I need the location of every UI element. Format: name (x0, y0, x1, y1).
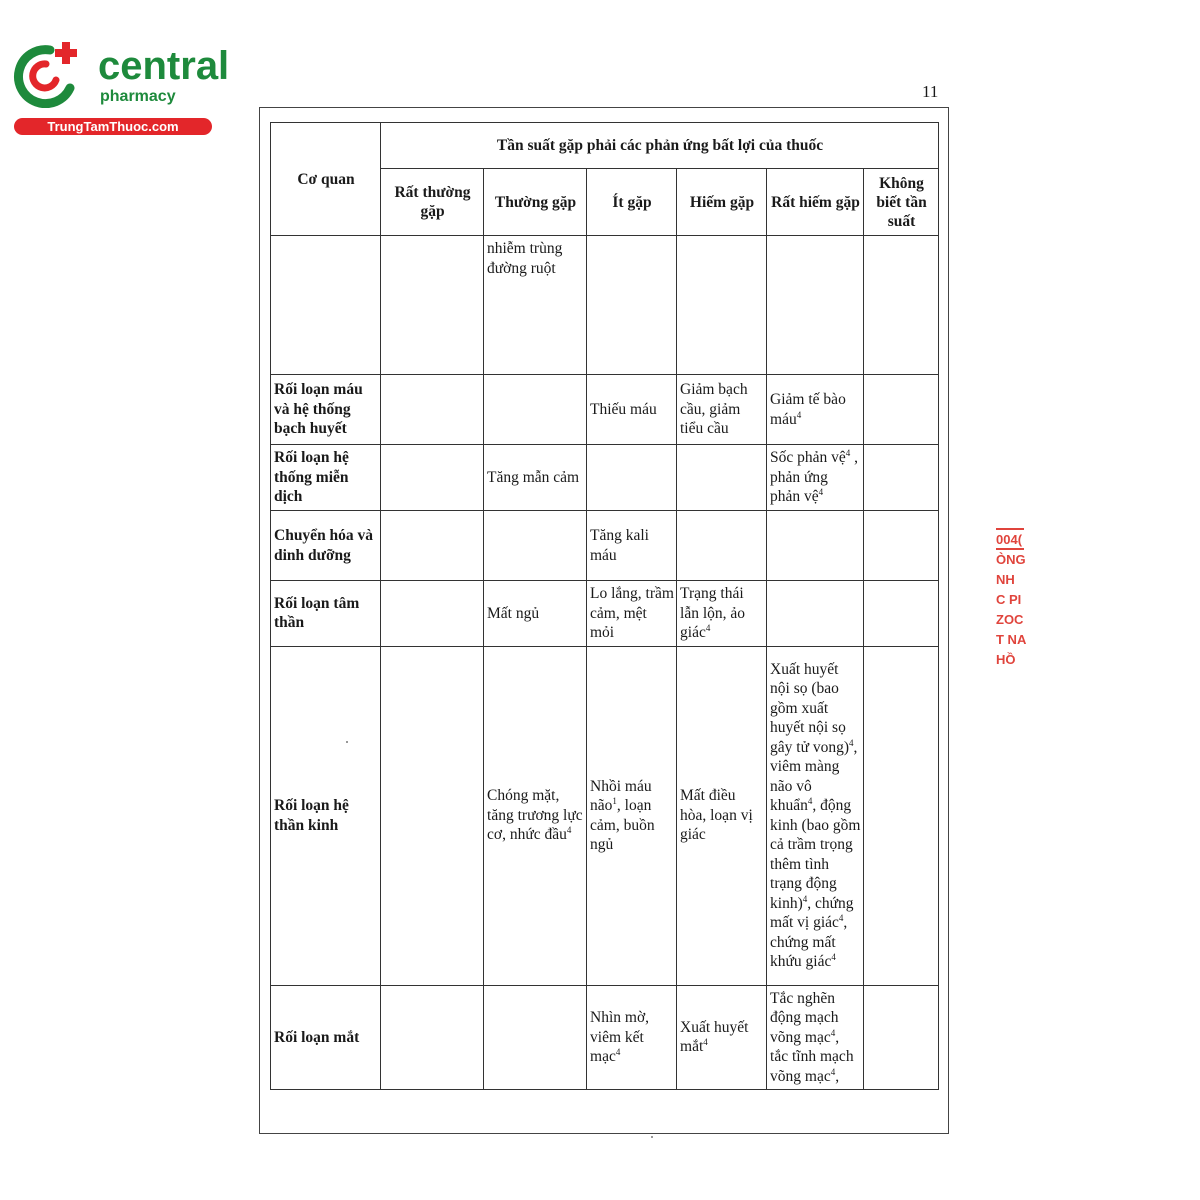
freq-header-very-rare: Rất hiếm gặp (767, 169, 864, 236)
table-cell: Giảm bạch cầu, giảm tiểu cầu (677, 375, 767, 445)
organ-cell: Rối loạn hệ thống miễn dịch (271, 445, 381, 511)
table-cell: Thiếu máu (587, 375, 677, 445)
table-cell (864, 581, 939, 647)
pharmacy-cross-logo-icon (10, 40, 82, 108)
table-cell (587, 445, 677, 511)
logo-wordmark: central (98, 44, 230, 88)
organ-cell: Rối loạn mắt (271, 985, 381, 1090)
scan-speck (651, 1136, 653, 1138)
table-row (271, 445, 939, 511)
logo-url[interactable]: TrungTamThuoc.com (14, 118, 212, 135)
table-cell (484, 511, 587, 581)
central-pharmacy-logo (10, 38, 230, 138)
table-row (271, 375, 939, 445)
organ-column-header: Cơ quan (271, 123, 381, 236)
organ-cell: Rối loạn tâm thần (271, 581, 381, 647)
table-cell: Sốc phản vệ$^4$ , phản ứng phản vệ$^4$ (767, 445, 864, 511)
stamp-line: ZOC (996, 612, 1024, 627)
table-row (271, 236, 939, 375)
table-cell (381, 236, 484, 375)
organ-cell: Rối loạn hệ thần kinh (271, 646, 381, 985)
page-number: 11 (922, 82, 939, 101)
table-cell: Nhồi máu não$^1$, loạn cảm, buồn ngủ (587, 646, 677, 985)
table-cell: Trạng thái lẫn lộn, ảo giác$^4$ (677, 581, 767, 647)
table-cell: Mất điều hòa, loạn vị giác (677, 646, 767, 985)
table-cell: Chóng mặt, tăng trương lực cơ, nhức đầu$^4$ (484, 646, 587, 985)
table-cell: Tăng mẫn cảm (484, 445, 587, 511)
table-cell: Xuất huyết mắt$^4$ (677, 985, 767, 1090)
stamp-line: 004( (996, 532, 1023, 547)
table-cell (864, 375, 939, 445)
table-cell: nhiễm trùng đường ruột (484, 236, 587, 375)
table-cell (381, 985, 484, 1090)
logo-subtitle: pharmacy (100, 88, 176, 105)
table-cell (587, 236, 677, 375)
table-cell (864, 511, 939, 581)
table-row (271, 646, 939, 985)
freq-header-uncommon: Ít gặp (587, 169, 677, 236)
table-cell (767, 511, 864, 581)
table-cell: Tăng kali máu (587, 511, 677, 581)
table-cell (677, 445, 767, 511)
freq-header-unknown: Không biết tần suất (864, 169, 939, 236)
stamp-line: T NA (996, 632, 1026, 647)
frequency-group-header: Tần suất gặp phải các phản ứng bất lợi của thuốc (381, 123, 939, 169)
table-cell (381, 511, 484, 581)
table-cell (381, 646, 484, 985)
table-cell: Tắc nghẽn động mạch võng mạc$^4$, tắc tĩnh mạch võng mạc$^4$, (767, 985, 864, 1090)
stamp-line: HỒ (996, 652, 1016, 667)
organ-cell: Rối loạn máu và hệ thống bạch huyết (271, 375, 381, 445)
freq-header-common: Thường gặp (484, 169, 587, 236)
table-row (271, 511, 939, 581)
red-stamp (996, 526, 1026, 676)
table-cell (864, 985, 939, 1090)
table-cell: Nhìn mờ, viêm kết mạc$^4$ (587, 985, 677, 1090)
table-cell (381, 375, 484, 445)
stamp-line: ÒNG (996, 552, 1026, 567)
scan-speck (346, 741, 348, 743)
table-row (271, 985, 939, 1090)
table-cell: Xuất huyết nội sọ (bao gồm xuất huyết nội sọ gây tử vong)$^4$, viêm màng não vô khuẩn$^4$, động kinh (bao gồm cả trầm trọng thêm tình trạng động kinh)$^4$, chứng mất vị giác$^4$, chứng mất khứu giác$^4$ (767, 646, 864, 985)
adverse-reactions-table (270, 122, 939, 1090)
table-cell (381, 445, 484, 511)
table-cell (677, 236, 767, 375)
table-cell: Mất ngủ (484, 581, 587, 647)
table-cell: Giảm tế bào máu$^4$ (767, 375, 864, 445)
table-cell (484, 375, 587, 445)
table-cell (864, 236, 939, 375)
freq-header-rare: Hiếm gặp (677, 169, 767, 236)
table-cell (484, 985, 587, 1090)
freq-header-very-common: Rất thường gặp (381, 169, 484, 236)
table-cell (864, 646, 939, 985)
table-cell (677, 511, 767, 581)
table-cell (381, 581, 484, 647)
organ-cell (271, 236, 381, 375)
table-cell (864, 445, 939, 511)
table-cell (767, 236, 864, 375)
table-cell (767, 581, 864, 647)
stamp-line: NH (996, 572, 1015, 587)
organ-cell: Chuyển hóa và dinh dưỡng (271, 511, 381, 581)
stamp-line: C PI (996, 592, 1022, 607)
table-cell: Lo lắng, trầm cảm, mệt mỏi (587, 581, 677, 647)
table-row (271, 581, 939, 647)
